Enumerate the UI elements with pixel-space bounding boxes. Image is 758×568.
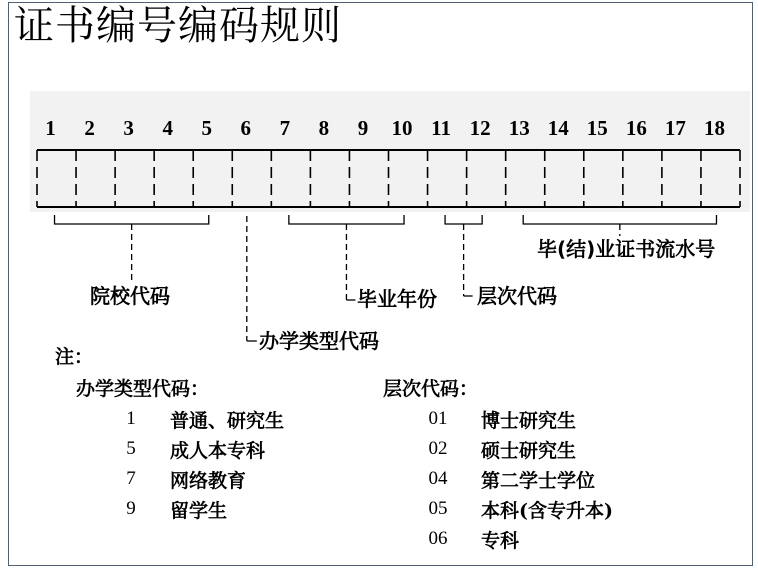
digit-position-label: 8 [318,116,330,140]
digit-position-label: 16 [625,116,647,140]
group-label-school-code: 院校代码 [90,284,170,308]
school-type-label: 成人本专科 [170,439,266,462]
digit-position-label: 14 [547,116,569,140]
level-list [383,404,613,554]
digit-position-label: 18 [703,116,725,140]
school-type-list [76,404,284,524]
school-type-label: 留学生 [170,499,228,522]
level-item [383,494,613,524]
level-label: 专科 [481,529,520,552]
group-bracket [55,215,209,224]
school-type-label: 网络教育 [170,469,247,492]
level-label: 第二学士学位 [481,469,596,492]
level-code: 06 [428,528,448,549]
group-label-school-type-code: 办学类型代码 [259,329,379,353]
group-bracket [523,215,716,224]
school-type-item [76,494,284,524]
school-type-label: 普通、研究生 [170,409,285,432]
group-label-serial-number: 毕(结)业证书流水号 [537,237,716,261]
level-item [383,464,613,494]
level-code: 04 [428,468,448,489]
school-type-item [76,464,284,494]
digit-position-label: 1 [45,116,56,140]
digit-position-label: 10 [391,116,413,140]
group-bracket [289,215,404,224]
group-label-level-code: 层次代码 [477,284,557,308]
digit-position-label: 4 [162,116,173,140]
school-type-legend [76,379,284,524]
level-legend-heading: 层次代码： [383,378,479,400]
school-type-legend-heading: 办学类型代码： [76,378,210,400]
page-title: 证书编号编码规则 [14,3,342,49]
digit-position-label: 17 [664,116,686,140]
level-item [383,404,613,434]
digit-band [30,91,750,212]
school-type-item [76,404,284,434]
digit-position-label: 5 [201,116,212,140]
level-code: 01 [428,408,448,429]
digit-position-label: 9 [357,116,369,140]
digit-position-label: 11 [431,116,452,140]
school-type-item [76,434,284,464]
level-label: 硕士研究生 [481,439,577,462]
digit-position-label: 12 [469,116,491,140]
level-item [383,524,613,554]
group-bracket [445,215,482,224]
notes-heading: 注： [55,346,94,368]
school-type-code: 1 [126,408,136,429]
digit-position-label: 7 [279,116,291,140]
digit-position-label: 2 [84,116,95,140]
digit-position-label: 3 [123,116,134,140]
school-type-code: 5 [126,438,136,459]
level-legend [383,379,613,554]
level-code: 02 [428,438,448,459]
level-label: 本科(含专升本) [481,499,613,522]
level-code: 05 [428,498,448,519]
school-type-code: 7 [126,468,136,489]
school-type-code: 9 [126,498,136,519]
group-label-graduation-year: 毕业年份 [357,287,437,311]
digit-position-label: 6 [240,116,252,140]
level-item [383,434,613,464]
digit-position-label: 15 [586,116,608,140]
digit-position-label: 13 [508,116,530,140]
level-label: 博士研究生 [481,409,577,432]
